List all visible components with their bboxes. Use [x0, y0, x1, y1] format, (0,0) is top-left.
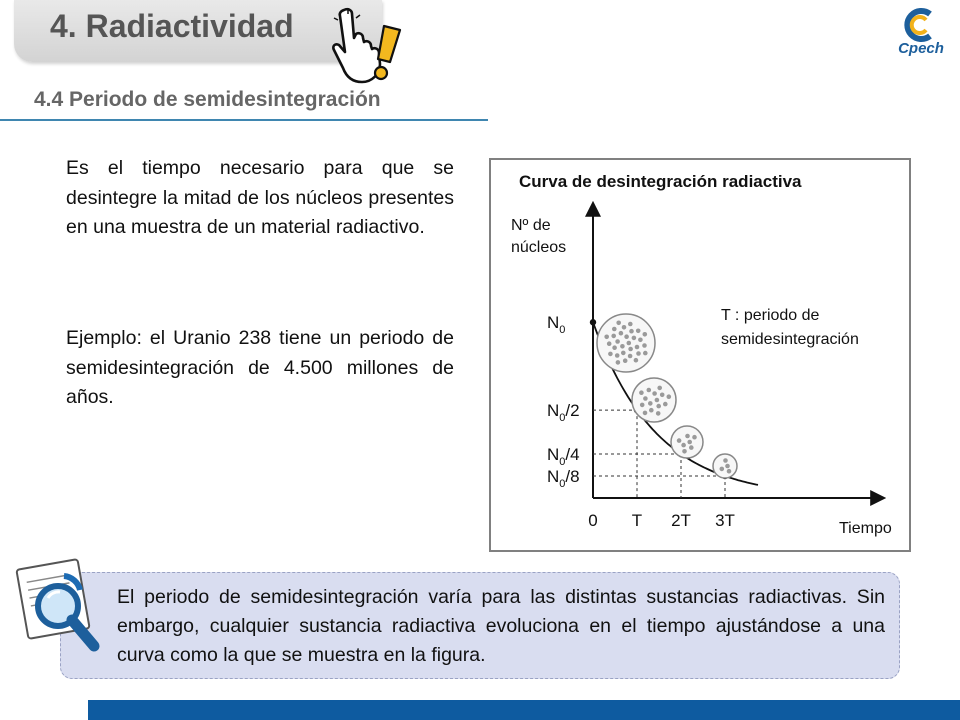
nucleus-dot: [640, 403, 645, 408]
x-tick-label: 3T: [715, 511, 735, 530]
nucleus-dot: [681, 443, 686, 448]
footer-bar: [88, 700, 960, 720]
y-tick-label: $N_0$: [547, 313, 566, 337]
logo-text: Cpech: [898, 40, 944, 57]
nucleus-dot: [689, 445, 694, 450]
sample-circle-n0-8: [713, 454, 737, 478]
nucleus-dot: [656, 404, 661, 409]
nucleus-dot: [720, 467, 725, 472]
nucleus-dot: [634, 358, 639, 363]
nucleus-dot: [649, 408, 654, 413]
nucleus-dot: [636, 329, 641, 334]
nucleus-dot: [628, 347, 633, 352]
legend-line1: T : periodo de: [721, 307, 820, 324]
nucleus-dot: [638, 338, 643, 343]
nucleus-dot: [604, 335, 609, 340]
chart-title: Curva de desintegración radiactiva: [519, 172, 802, 191]
section-subtitle: 4.4 Periodo de semidesintegración: [34, 88, 381, 111]
nucleus-dot: [677, 438, 682, 443]
note-box: [60, 572, 900, 679]
nucleus-dot: [667, 394, 672, 399]
nucleus-dot: [648, 401, 653, 406]
nucleus-dot: [612, 327, 617, 332]
nucleus-dot: [623, 358, 628, 363]
x-tick-label: 2T: [671, 511, 691, 530]
nucleus-dot: [619, 331, 624, 336]
y-axis-label-line2: núcleos: [511, 239, 567, 256]
sample-circles: [597, 314, 737, 478]
nucleus-dot: [655, 398, 660, 403]
nucleus-dot: [627, 341, 632, 346]
nucleus-dot: [643, 411, 648, 416]
decay-chart: [489, 158, 911, 552]
nucleus-dot: [642, 343, 647, 348]
nucleus-dot: [636, 351, 641, 356]
nucleus-dot: [725, 464, 730, 469]
nucleus-dot: [687, 440, 692, 445]
nucleus-dot: [685, 434, 690, 439]
nucleus-dot: [727, 469, 732, 474]
nucleus-dot: [656, 411, 661, 416]
nucleus-dot: [628, 322, 633, 327]
magnifier-icon: [14, 556, 110, 660]
nucleus-dot: [657, 386, 662, 391]
y-tick-label: $N_0/8$: [547, 467, 580, 491]
nucleus-dot: [620, 344, 625, 349]
nucleus-dot: [632, 336, 637, 341]
nucleus-dot: [652, 391, 657, 396]
y-axis-label-line1: Nº de: [511, 217, 551, 234]
nucleus-dot: [682, 449, 687, 454]
nucleus-dot: [615, 353, 620, 358]
guide-lines: [593, 410, 725, 498]
nucleus-dot: [611, 334, 616, 339]
nucleus-dot: [616, 321, 621, 326]
y-tick-label: $N_0/2$: [547, 401, 580, 425]
nucleus-dot: [628, 354, 633, 359]
page-title: 4. Radiactividad: [50, 8, 294, 44]
legend-line2: semidesintegración: [721, 331, 859, 348]
x-tick-label: T: [631, 511, 643, 530]
decay-chart-svg: [491, 160, 909, 550]
nucleus-dot: [647, 388, 652, 393]
note-text: El periodo de semidesintegración varía para las distintas sustancias radiactivas. Sin embargo, cualquier sustancia radiactiva evoluciona en el tiempo ajustándose a una curva como la que se muestra en la figura.: [117, 586, 885, 666]
cpech-logo: [890, 6, 952, 64]
nucleus-dot: [624, 334, 629, 339]
x-tick-label: 0: [588, 511, 598, 530]
nucleus-dot: [723, 458, 728, 463]
nucleus-dot: [692, 435, 697, 440]
y-tick-label: $N_0/4$: [547, 445, 580, 469]
x-axis-label: Tiempo: [839, 520, 892, 537]
data-point: [590, 319, 596, 325]
nucleus-dot: [612, 345, 617, 350]
sample-circle-n0-4: [671, 426, 703, 458]
example-paragraph: Ejemplo: el Uranio 238 tiene un periodo de semidesintegración de 4.500 millones de años.: [66, 327, 454, 408]
subtitle-underline: [0, 119, 488, 121]
nucleus-dot: [643, 396, 648, 401]
nucleus-dot: [608, 352, 613, 357]
nucleus-dot: [643, 332, 648, 337]
x-tick-labels: [588, 511, 735, 530]
sample-circle-n0-2: [632, 378, 676, 422]
nucleus-dot: [660, 393, 665, 398]
nucleus-dot: [616, 360, 621, 365]
pointing-hand-exclamation-icon: [326, 4, 408, 86]
nucleus-dot: [622, 325, 627, 330]
nucleus-dot: [615, 339, 620, 344]
nucleus-dot: [607, 341, 612, 346]
nucleus-dot: [635, 345, 640, 350]
nucleus-dot: [621, 351, 626, 356]
nucleus-dot: [663, 402, 668, 407]
sample-circle-n0: [597, 314, 655, 372]
nucleus-dot: [643, 351, 648, 356]
y-tick-labels: [547, 313, 580, 490]
definition-paragraph: Es el tiempo necesario para que se desintegre la mitad de los núcleos presentes en una muestra de un material radiactivo.: [66, 157, 454, 238]
nucleus-dot: [629, 329, 634, 334]
nucleus-dot: [639, 390, 644, 395]
